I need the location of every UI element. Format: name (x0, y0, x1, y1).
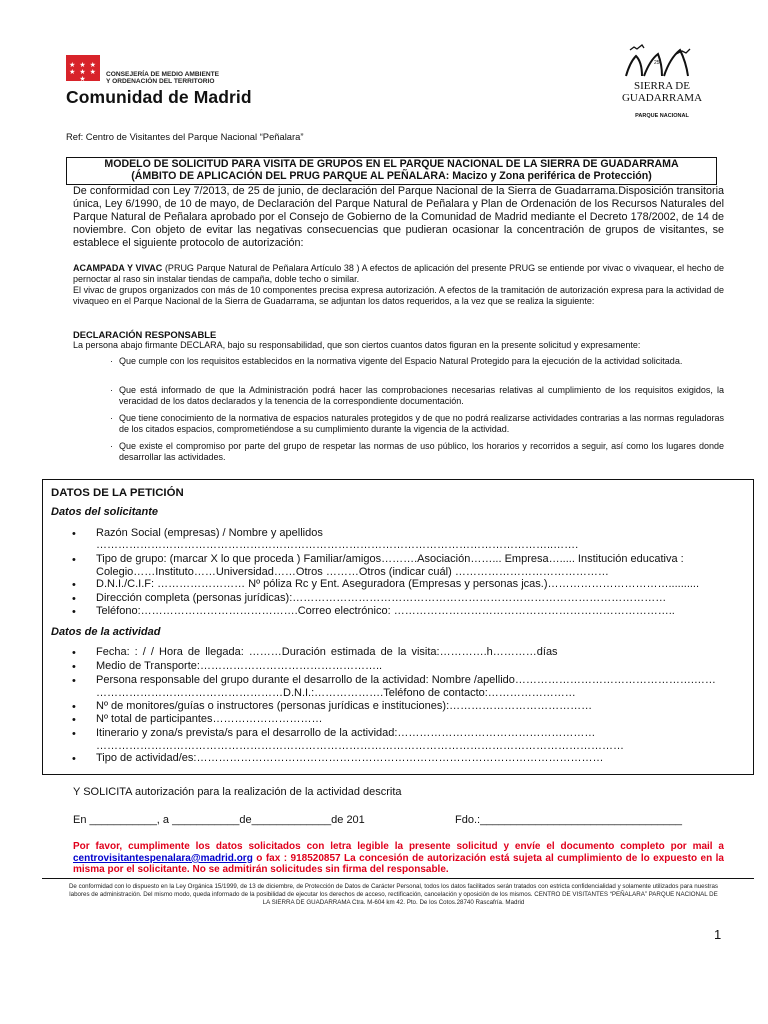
tipo-actividad-field[interactable]: Tipo de actividad/es:………………………………………………………………………………………………… (96, 752, 604, 764)
parque-nacional-label: PARQUE NACIONAL (635, 113, 689, 119)
instructions-text-1: Por favor, cumplimente los datos solicitados con letra legible la presente solicitud y envíe el documento completo por mail a (73, 841, 724, 852)
page-number: 1 (714, 927, 722, 942)
acampada-section (73, 263, 724, 307)
declaracion-text: La persona abajo firmante DECLARA, bajo su responsabilidad, que son ciertos cuantos datos figuran en la presente solicitud y expresamente: (73, 340, 641, 350)
acampada-text-1: (PRUG Parque Natural de Peñalara Artículo 38 ) A efectos de aplicación del presente PRUG se entiende por vivac o vivaquear, el hecho de pernoctar al raso sin instalar tiendas de campaña, doble techo o similar. (73, 263, 724, 284)
declaracion-item: · Que cumple con los requisitos establecidos en la normativa vigente del Espacio Natural Protegido para la ejecución de la actividad solicitada. (110, 356, 683, 366)
reference-line: Ref: Centro de Visitantes del Parque Nacional “Peñalara” (66, 131, 304, 142)
bullet: • (72, 606, 76, 618)
declaracion-item: · Que está informado de que la Administración podrá hacer las comprobaciones necesarias relativas al cumplimiento de los requisitos exigidos, la veracidad de los datos declarados y la tenencia de la correspondiente documentación. (110, 385, 724, 406)
declaracion-item: · Que tiene conocimiento de la normativa de espacios naturales protegidos y de que no podrá realizarse actividades contrarias a las normas reguladoras de los citados espacios, comprometiéndose a su cumplimiento durante la vigencia de la actividad. (110, 413, 724, 434)
razon-social-dots[interactable]: ……………………………………………………………………………………………………………..……. (96, 539, 579, 551)
dni-field[interactable]: D.N.I./C.I.F: …………………… Nº póliza Rc y Ent. Aseguradora (Empresas y personas jcas.)…………………………….......... (96, 578, 700, 590)
acampada-text-2: El vivac de grupos organizados con más de 10 componentes precisa expresa autorización. A efectos de la tramitación de autorización expresa para la actividad de vivaqueo en el Parque Nacional de la Sierra de Guadarrama, se adjuntan los datos requeridos, a la vez que se realiza la siguiente: (73, 285, 724, 306)
bullet-dot: · (110, 385, 113, 395)
birds-logo-icon (618, 44, 698, 80)
bullet: • (72, 701, 76, 713)
comunidad-title: Comunidad de Madrid (66, 87, 252, 107)
acampada-label: ACAMPADA Y VIVAC (73, 263, 163, 273)
lugar-fecha-field[interactable]: En ___________, a ___________de_____________de 201 (73, 814, 365, 826)
telefono-field[interactable]: Teléfono:…………………………………….Correo electrónico: ………………………………………………………………….. (96, 605, 675, 617)
responsable-field-2[interactable]: ……………………………………………D.N.I.:……………….Teléfono de contacto:…………………… (96, 687, 576, 699)
bullet: • (72, 593, 76, 605)
bullet: • (72, 647, 76, 659)
bullet: • (72, 554, 76, 566)
bullet: • (72, 675, 76, 687)
bullet: • (72, 714, 76, 726)
bullet: • (72, 753, 76, 765)
razon-social-field[interactable]: Razón Social (empresas) / Nombre y apellidos (96, 527, 323, 539)
responsable-field[interactable]: Persona responsable del grupo durante el desarrollo de la actividad: Nombre /apellido………………………………………….…… (96, 674, 716, 686)
bullet: • (72, 661, 76, 673)
bullet: • (72, 579, 76, 591)
bullet-dot: · (110, 441, 113, 451)
sierra-guadarrama-label: SIERRA DE GUADARRAMA (621, 80, 703, 104)
tipo-grupo-field-2[interactable]: Colegio……Instituto……Universidad……Otros ………Otros (indicar cuál) …………………………………… (96, 566, 609, 578)
actividad-heading: Datos de la actividad (51, 626, 161, 638)
declaracion-item: · Que existe el compromiso por parte del grupo de respetar las normas de uso público, los horarios y recorridos a seguir, así como los lugares donde desarrollar las actividades. (110, 441, 724, 462)
direccion-field[interactable]: Dirección completa (personas jurídicas):………………………………………………………………………………………… (96, 592, 667, 604)
bullet: • (72, 528, 76, 540)
bullet: • (72, 728, 76, 740)
flag-stars: ★ ★ ★ ★ ★ ★ ★ (69, 62, 97, 83)
title-line-2: (ÁMBITO DE APLICACIÓN DEL PRUG PARQUE AL PEÑALARA: Macizo y Zona periférica de Protección) (131, 170, 652, 182)
participantes-field[interactable]: Nº total de participantes………………………… (96, 713, 323, 725)
transporte-field[interactable]: Medio de Transporte:………………………………………….. (96, 660, 383, 672)
logo-number: 25 (654, 60, 660, 66)
bullet-dot: · (110, 413, 113, 423)
email-link[interactable]: centrovisitantespenalara@madrid.org (73, 852, 253, 864)
instructions-note (73, 841, 724, 876)
solicita-text: Y SOLICITA autorización para la realización de la actividad descrita (73, 786, 402, 798)
firma-field[interactable]: Fdo.:_________________________________ (455, 814, 682, 826)
intro-paragraph: De conformidad con Ley 7/2013, de 25 de junio, de declaración del Parque Nacional de la Sierra de Guadarrama.Disposición transitoria única, Ley 6/1990, de 10 de mayo, de Declaración del Parque Natural de Peñalara y Plan de Ordenación de los Recursos Naturales del Parque Natural de Peñalara aprobado por el Consejo de Gobierno de la Comunidad de Madrid mediante el Decreto 178/2002, de 14 de noviembre. Con objeto de evitar las negativas consecuencias que pudieran ocasionar la concentración de grupos de visitantes, se establece el siguiente protocolo de autorización: (73, 185, 724, 249)
itinerario-field[interactable]: Itinerario y zona/s prevista/s para el desarrollo de la actividad:……………………………………………… (96, 727, 596, 739)
fecha-field[interactable]: Fecha: : / / Hora de llegada: ………Duración estimada de la visita:………….h…………días (96, 646, 558, 658)
solicitante-heading: Datos del solicitante (51, 506, 158, 518)
legal-notice: De conformidad con lo dispuesto en la Ley Orgánica 15/1999, de 13 de diciembre, de Protección de Datos de Carácter Personal, todos los datos facilitados serán tratados con estricta confidencialidad y solamente utilizados para nuestras labores de administración. Del mismo modo, queda informado de la posibilidad de ejecutar los derechos de acceso, rectificación, cancelación y oposición de los mismos. CENTRO DE VISITANTES “PEÑALARA” PARQUE NACIONAL DE LA SIERRA DE GUADARRAMA Ctra. M-604 km 42. Pto. De los Cotos.28740 Rascafría. Madrid (68, 883, 719, 906)
title-line-1: MODELO DE SOLICITUD PARA VISITA DE GRUPOS EN EL PARQUE NACIONAL DE LA SIERRA DE GUADARRAMA (104, 158, 679, 170)
datos-peticion-heading: DATOS DE LA PETICIÓN (51, 487, 184, 499)
instructions-text-2: o fax : 918520857 La concesión de autorización está sujeta al cumplimiento de lo expuesto en la misma por el solicitante. No se admitirán solicitudes sin firma del responsable. (73, 852, 724, 876)
divider (42, 878, 754, 879)
tipo-grupo-field[interactable]: Tipo de grupo: (marcar X lo que proceda ) Familiar/amigos……….Asociación……... Empresa…..... Institución educativa : (96, 553, 684, 565)
consejeria-label: CONSEJERÍA DE MEDIO AMBIENTE Y ORDENACIÓN DEL TERRITORIO (106, 71, 220, 85)
bullet-dot: · (110, 356, 113, 366)
title-box (66, 157, 717, 185)
declaracion-heading: DECLARACIÓN RESPONSABLE (73, 329, 217, 340)
itinerario-field-2[interactable]: ……………………………………………………………………………………………………………………………… (96, 740, 624, 752)
comunidad-madrid-flag-logo (66, 55, 100, 81)
monitores-field[interactable]: Nº de monitores/guías o instructores (personas jurídicas e instituciones):………………………………… (96, 700, 593, 712)
